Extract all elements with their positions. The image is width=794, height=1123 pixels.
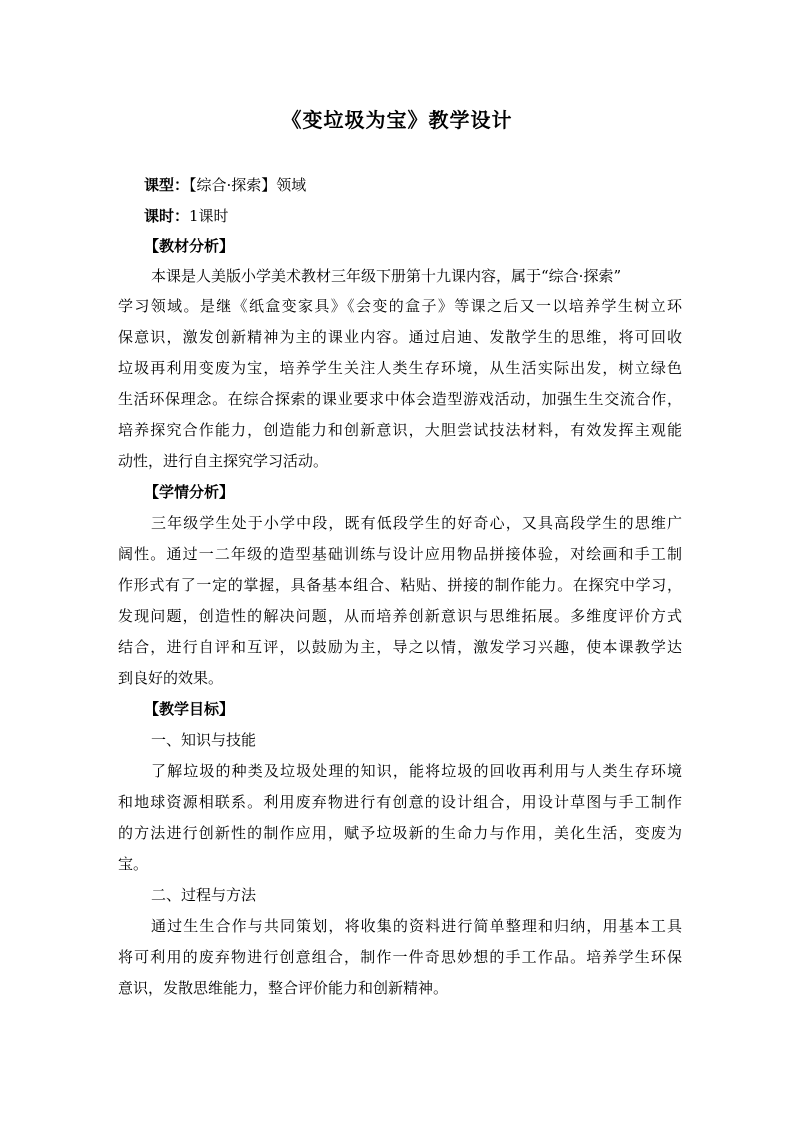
paragraph-line: 生活环保理念。在综合探索的课业要求中体会造型游戏活动，加强生生交流合作， [118,390,682,408]
section-heading-material-analysis: 【教材分析】 [144,237,235,255]
class-hours-label: 课时： [144,207,190,225]
paragraph-line: 本课是人美版小学美术教材三年级下册第十九课内容，属于“综合·探索” [151,267,622,285]
subsection-heading-process-methods: 二、过程与方法 [151,886,257,904]
document-title: 《变垃圾为宝》教学设计 [281,108,513,132]
section-heading-learner-analysis: 【学情分析】 [144,483,235,501]
paragraph-line: 到良好的效果。 [118,669,224,687]
paragraph-line: 阔性。通过一二年级的造型基础训练与设计应用物品拼接体验，对绘画和手工制 [118,545,682,563]
paragraph-line: 结合，进行自评和互评，以鼓励为主，导之以情，激发学习兴趣，使本课教学达 [118,638,682,656]
section-heading-teaching-objectives: 【教学目标】 [144,700,235,718]
paragraph-line: 作形式有了一定的掌握，具备基本组合、粘贴、拼接的制作能力。在探究中学习， [118,576,682,594]
class-hours-value: 1课时 [189,207,229,225]
course-type-line [144,175,708,195]
paragraph-line: 发现问题，创造性的解决问题，从而培养创新意识与思维拓展。多维度评价方式 [118,607,682,625]
paragraph-line: 意识，发散思维能力，整合评价能力和创新精神。 [118,979,449,997]
paragraph-line: 三年级学生处于小学中段，既有低段学生的好奇心，又具高段学生的思维广 [151,514,682,532]
paragraph-line: 垃圾再利用变废为宝，培养学生关注人类生存环境，从生活实际出发，树立绿色 [118,359,682,377]
paragraph-line: 将可利用的废弃物进行创意组合，制作一件奇思妙想的手工作品。培养学生环保 [118,948,682,966]
course-type-label: 课型： [144,176,190,194]
paragraph-line: 通过生生合作与共同策划，将收集的资料进行简单整理和归纳，用基本工具 [151,917,682,935]
paragraph-line: 宝。 [118,855,149,873]
paragraph-line: 的方法进行创新性的制作应用，赋予垃圾新的生命力与作用，美化生活，变废为 [118,824,682,842]
paragraph-line: 保意识，激发创新精神为主的课业内容。通过启迪、发散学生的思维，将可回收 [118,328,682,346]
paragraph-line: 学习领域。是继《纸盒变家具》《会变的盒子》等课之后又一以培养学生树立环 [118,297,682,315]
paragraph-line: 动性，进行自主探究学习活动。 [118,452,329,470]
paragraph-line: 了解垃圾的种类及垃圾处理的知识，能将垃圾的回收再利用与人类生存环境 [151,762,682,780]
subsection-heading-knowledge-skills: 一、知识与技能 [151,731,257,749]
class-hours-line [144,206,708,226]
paragraph-line: 培养探究合作能力，创造能力和创新意识，大胆尝试技法材料，有效发挥主观能 [118,421,682,439]
paragraph-line: 和地球资源相联系。利用废弃物进行有创意的设计组合，用设计草图与手工制作 [118,793,682,811]
course-type-value: 【综合·探索】领域 [189,176,307,194]
